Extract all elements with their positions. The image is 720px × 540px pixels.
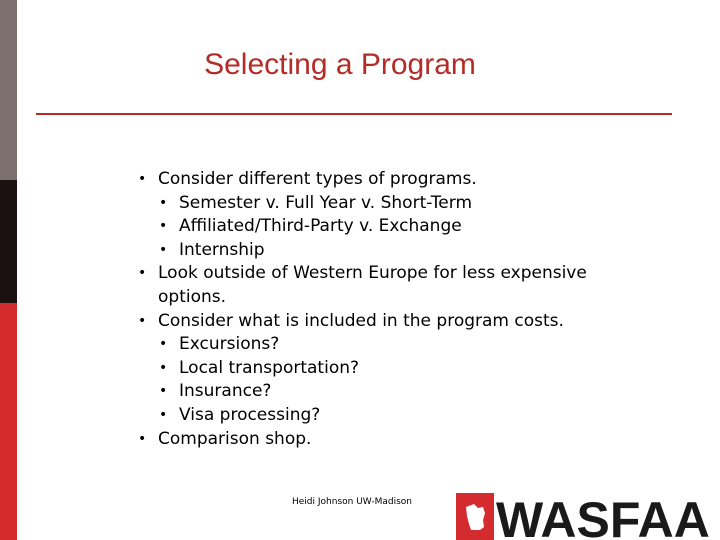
bullet-text: Comparison shop. [158, 428, 312, 449]
bullet-icon: • [159, 336, 168, 353]
bullet-text: Insurance? [179, 381, 272, 402]
sub-bullet-item [159, 380, 618, 404]
bullet-text: Look outside of Western Europe for less expensive options. [158, 263, 587, 307]
bullet-icon: • [159, 241, 168, 258]
sub-bullet-item [159, 404, 618, 428]
sidebar-red-band [0, 303, 17, 540]
bullet-item [138, 428, 618, 452]
slide-title: Selecting a Program [204, 48, 476, 81]
bullet-text: Visa processing? [179, 404, 321, 425]
bullet-icon: • [159, 406, 168, 423]
sub-bullet-item [159, 192, 618, 216]
bullet-icon: • [159, 194, 168, 211]
sub-bullet-item [159, 357, 618, 381]
bullet-item [138, 310, 618, 334]
bullet-text: Affiliated/Third-Party v. Exchange [179, 216, 462, 237]
logo-wordmark: WASFAA [496, 493, 710, 540]
bullet-list [138, 168, 618, 451]
bullet-text: Internship [179, 239, 265, 260]
sub-bullet-item [159, 215, 618, 239]
bullet-icon: • [138, 265, 147, 282]
bullet-icon: • [138, 171, 147, 187]
bullet-text: Consider different types of programs. [158, 169, 477, 189]
bullet-icon: • [138, 312, 147, 329]
sub-bullet-item [159, 239, 618, 263]
bullet-text: Excursions? [179, 334, 280, 355]
bullet-icon: • [138, 430, 147, 447]
bullet-item [138, 168, 618, 192]
title-divider [36, 113, 672, 115]
sub-bullet-item [159, 333, 618, 357]
wasfaa-logo [456, 493, 720, 540]
bullet-icon: • [159, 218, 168, 235]
sidebar-black-band [0, 180, 17, 303]
sidebar-grey-band [0, 0, 17, 180]
bullet-text: Consider what is included in the program costs. [158, 310, 564, 331]
bullet-icon: • [159, 359, 168, 376]
bullet-text: Semester v. Full Year v. Short-Term [179, 192, 473, 213]
bullet-text: Local transportation? [179, 357, 360, 378]
bullet-item [138, 262, 618, 309]
bullet-icon: • [159, 383, 168, 400]
footer-author: Heidi Johnson UW-Madison [292, 497, 412, 507]
